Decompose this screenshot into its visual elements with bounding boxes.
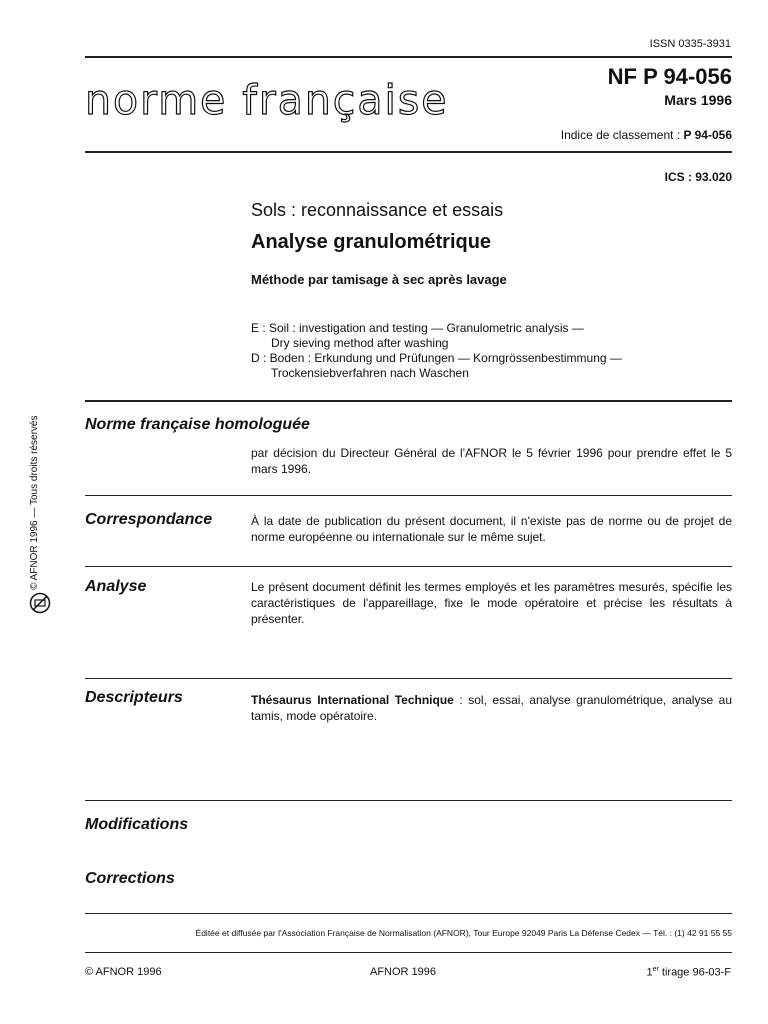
- translation-english: [251, 321, 584, 351]
- thesaurus-label: Thésaurus International Technique: [251, 693, 454, 707]
- descripteurs-text: [251, 692, 732, 724]
- homologation-text: par décision du Directeur Général de l'AFNOR le 5 février 1996 pour prendre effet le 5 mars 1996.: [251, 446, 732, 476]
- document-title: Analyse granulométrique: [251, 231, 492, 253]
- footer-print-run: 1er tirage 96-03-F: [646, 966, 731, 979]
- publisher-line: Éditée et diffusée par l'Association Française de Normalisation (AFNOR), Tour Europe 92049 Paris La Défense Cedex — Tél. : (1) 42 91 55 55: [195, 928, 732, 938]
- footer-center: AFNOR 1996: [370, 966, 437, 978]
- footer-copyright: © AFNOR 1996: [85, 966, 162, 978]
- sidebar-copyright: © AFNOR 1996 — Tous droits réservés: [29, 415, 40, 590]
- translation-german: [251, 351, 622, 381]
- publication-date: Mars 1996: [664, 92, 732, 108]
- classification-label: Indice de classement :: [560, 128, 681, 142]
- analyse-heading: Analyse: [85, 578, 147, 595]
- homologation-heading: Norme française homologuée: [85, 416, 310, 433]
- translation-line: Trockensiebverfahren nach Waschen: [271, 366, 469, 380]
- section-rule: [85, 495, 732, 496]
- footer-rule: [85, 913, 732, 914]
- analyse-text: Le présent document définit les termes employés et les paramètres mesurés, spécifie les caractéristiques de l'appareillage, fixe le mode opératoire et précise les résultats à présenter.: [251, 580, 732, 626]
- correspondance-text: À la date de publication du présent document, il n'existe pas de norme ou de projet de norme européenne ou internationale sur le même sujet.: [251, 514, 732, 544]
- corrections-heading: Corrections: [85, 870, 175, 887]
- translation-line: E : Soil : investigation and testing — Granulometric analysis —: [251, 321, 584, 335]
- header-rule: [85, 151, 732, 153]
- standard-code: NF P 94-056: [607, 64, 732, 89]
- document-domain: Sols : reconnaissance et essais: [251, 200, 504, 220]
- correspondance-heading: Correspondance: [85, 511, 213, 528]
- document-subtitle: Méthode par tamisage à sec après lavage: [251, 272, 507, 287]
- section-rule: [85, 400, 732, 402]
- modifications-heading: Modifications: [85, 816, 189, 833]
- descripteurs-terms: : sol, essai, analyse granulométrique, analyse au tamis, mode opératoire.: [251, 693, 732, 723]
- issn-number: ISSN 0335-3931: [649, 38, 731, 50]
- translation-line: D : Boden : Erkundung und Prüfungen — Korngrössenbestimmung —: [251, 351, 622, 365]
- footer-rule: [85, 952, 732, 953]
- classification-value: P 94-056: [683, 128, 732, 142]
- classification-index: [561, 128, 732, 142]
- no-photocopy-icon: [29, 592, 51, 619]
- descripteurs-heading: Descripteurs: [85, 689, 183, 706]
- ics-code: ICS : 93.020: [664, 170, 732, 184]
- top-rule: [85, 56, 732, 58]
- translation-line: Dry sieving method after washing: [271, 336, 449, 350]
- section-rule: [85, 800, 732, 801]
- section-rule: [85, 678, 732, 679]
- section-rule: [85, 566, 732, 567]
- brand-wordmark: norme française: [85, 76, 449, 124]
